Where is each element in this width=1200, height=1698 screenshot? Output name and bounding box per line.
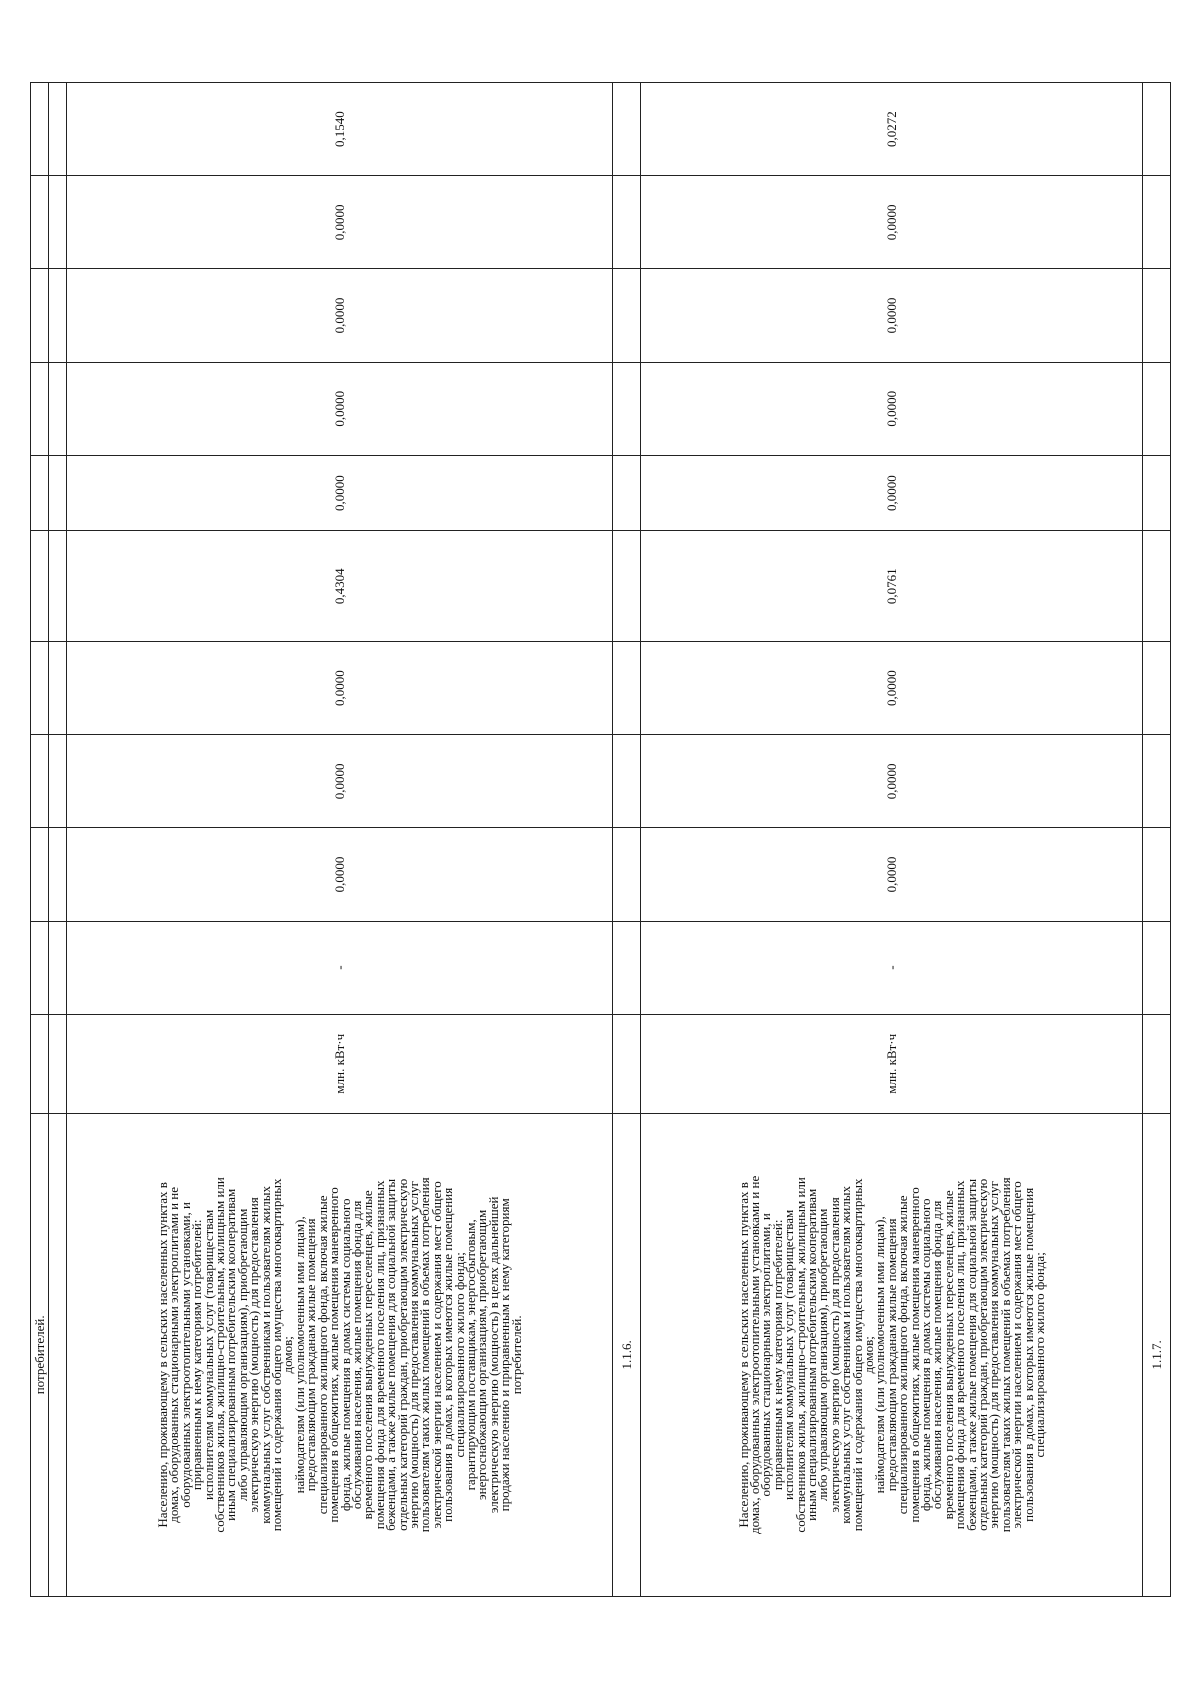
empty-cell bbox=[613, 1014, 641, 1113]
value-text: 0,0000 bbox=[883, 204, 899, 241]
empty-cell bbox=[49, 828, 67, 921]
value-cell bbox=[67, 735, 613, 828]
value-cell bbox=[641, 176, 1143, 269]
dash-value: - bbox=[883, 965, 899, 970]
empty-cell bbox=[49, 921, 67, 1014]
value-cell bbox=[641, 269, 1143, 362]
description-line: иным специализированным потребительским кооперативам bbox=[803, 1188, 819, 1521]
description-line: обслуживания населения, жилые помещения фонда для bbox=[348, 1200, 364, 1510]
empty-cell bbox=[49, 531, 67, 642]
description-line: электрическую энергию (мощность) в целях дальнейшей bbox=[485, 1196, 501, 1514]
value-cell bbox=[641, 83, 1143, 176]
unit-cell bbox=[67, 1014, 613, 1113]
description-line: помещения в общежитиях, жилые помещения маневренного bbox=[326, 1187, 342, 1523]
description-line: исполнителям коммунальных услуг (товариществам bbox=[781, 1209, 797, 1500]
description-line: специализированного жилого фонда; bbox=[1032, 1252, 1048, 1458]
description-line: предоставляющим гражданам жилые помещения bbox=[883, 1218, 899, 1492]
empty-cell bbox=[49, 1113, 67, 1596]
description-line: временного поселения вынужденных переселенцев, жилые bbox=[360, 1190, 376, 1520]
empty-cell bbox=[613, 83, 641, 176]
description-line: домов; bbox=[280, 1336, 296, 1374]
value-cell bbox=[67, 269, 613, 362]
value-cell bbox=[67, 362, 613, 455]
description-line: помещений и содержания общего имущества многоквартирных bbox=[849, 1178, 865, 1532]
description-line: домах, оборудованных электроотопительными установками и не bbox=[746, 1175, 762, 1534]
value-cell bbox=[641, 455, 1143, 531]
empty-cell bbox=[1143, 828, 1171, 921]
description-line: гарантирующим поставщикам, энергосбытовым, bbox=[462, 1219, 478, 1491]
empty-cell bbox=[613, 642, 641, 735]
continuation-text: потребителей. bbox=[31, 1315, 47, 1395]
value-text: 0,0761 bbox=[883, 568, 899, 605]
dash-cell bbox=[67, 921, 613, 1014]
description-line: оборудованных электроотопительными установками, и bbox=[177, 1201, 193, 1508]
description-line: помещения фонда для временного поселения лиц, признанных bbox=[952, 1180, 968, 1530]
empty-cell bbox=[1143, 269, 1171, 362]
unit-label: млн. кВт·ч bbox=[332, 1033, 347, 1094]
description-line: приравненным к нему категориям потребителей: bbox=[769, 1219, 785, 1491]
description-cell bbox=[67, 1113, 613, 1596]
empty-cell bbox=[1143, 455, 1171, 531]
description-line: электрическую энергию (мощность) для предоставления bbox=[246, 1197, 262, 1513]
empty-cell bbox=[31, 455, 49, 531]
description-line: специализированного жилого фонда; bbox=[451, 1252, 467, 1458]
description-line: пользования в домах, в которых имеются жилые помещения bbox=[1020, 1187, 1036, 1522]
description-line: фонда, жилые помещения в домах системы социального bbox=[337, 1198, 353, 1512]
empty-cell bbox=[49, 362, 67, 455]
description-line: предоставляющим гражданам жилые помещения bbox=[303, 1218, 319, 1492]
empty-cell bbox=[49, 642, 67, 735]
empty-cell bbox=[49, 269, 67, 362]
description-line: электрической энергии населением и содержания мест общего bbox=[1009, 1181, 1025, 1529]
value-text: 0,1540 bbox=[331, 111, 347, 148]
description-line: наймодателям (или уполномоченным ими лицам), bbox=[872, 1216, 888, 1494]
rotated-table-wrapper bbox=[30, 82, 1170, 1597]
empty-cell bbox=[1143, 362, 1171, 455]
description-line: временного поселения вынужденных переселенцев, жилые bbox=[940, 1190, 956, 1520]
table-row bbox=[67, 83, 613, 1597]
empty-cell bbox=[31, 1014, 49, 1113]
description-line: энергию (мощность) для предоставления коммунальных услуг bbox=[986, 1181, 1002, 1529]
description-line: пользователям таких жилых помещений в объемах потребления bbox=[417, 1177, 433, 1533]
description-line: беженцами, а также жилые помещения для социальной защиты bbox=[383, 1178, 399, 1531]
value-cell bbox=[67, 531, 613, 642]
row-index: 1.1.6. bbox=[618, 1340, 634, 1370]
description-line: домов; bbox=[860, 1336, 876, 1374]
empty-cell bbox=[1143, 735, 1171, 828]
description-line: беженцами, а также жилые помещения для социальной защиты bbox=[963, 1178, 979, 1531]
empty-cell bbox=[1143, 531, 1171, 642]
description-line: электрической энергии населением и содержания мест общего bbox=[428, 1181, 444, 1529]
description-line: специализированного жилищного фонда, включая жилые bbox=[895, 1195, 911, 1515]
value-text: 0,0000 bbox=[331, 297, 347, 334]
index-cell bbox=[613, 1113, 641, 1596]
row-index: 1.1.7. bbox=[1148, 1340, 1164, 1370]
value-cell bbox=[641, 531, 1143, 642]
empty-cell bbox=[49, 1014, 67, 1113]
description-line: Населению, проживающему в сельских населенных пунктах в bbox=[735, 1182, 751, 1528]
value-cell bbox=[641, 828, 1143, 921]
unit-label: млн. кВт·ч bbox=[884, 1033, 899, 1094]
unit-cell bbox=[641, 1014, 1143, 1113]
empty-cell bbox=[31, 269, 49, 362]
description-line: оборудованных стационарными электроплитами, и bbox=[758, 1213, 774, 1497]
empty-cell bbox=[31, 83, 49, 176]
value-text: 0,0000 bbox=[883, 856, 899, 893]
tariff-table bbox=[30, 82, 1171, 1597]
description-line: исполнителям коммунальных услуг (товариществам bbox=[200, 1209, 216, 1500]
empty-cell bbox=[1143, 1014, 1171, 1113]
description-line: собственников жилья, жилищно-строительным, жилищным или bbox=[212, 1177, 228, 1533]
dash-value: - bbox=[331, 965, 347, 970]
description-line: помещения фонда для временного поселения лиц, признанных bbox=[371, 1180, 387, 1530]
description-line: коммунальных услуг собственникам и пользователям жилых bbox=[838, 1185, 854, 1524]
value-cell bbox=[67, 455, 613, 531]
table-row-index bbox=[1143, 83, 1171, 1597]
empty-cell bbox=[613, 531, 641, 642]
value-text: 0,0000 bbox=[883, 670, 899, 707]
empty-cell bbox=[1143, 176, 1171, 269]
empty-cell bbox=[1143, 642, 1171, 735]
description-line: наймодателям (или уполномоченным ими лицам), bbox=[291, 1216, 307, 1494]
description-line: специализированного жилищного фонда, включая жилые bbox=[314, 1195, 330, 1515]
value-text: 0,0000 bbox=[883, 297, 899, 334]
empty-cell bbox=[613, 176, 641, 269]
empty-cell bbox=[613, 828, 641, 921]
table-row-spacer bbox=[49, 83, 67, 1597]
description-text bbox=[735, 1114, 1048, 1596]
value-cell bbox=[641, 362, 1143, 455]
description-line: потребителей. bbox=[508, 1315, 524, 1395]
description-cell bbox=[641, 1113, 1143, 1596]
value-text: 0,0000 bbox=[883, 475, 899, 511]
empty-cell bbox=[31, 531, 49, 642]
description-line: помещения в общежитиях, жилые помещения маневренного bbox=[906, 1187, 922, 1523]
value-text: 0,0000 bbox=[883, 390, 899, 427]
description-line: собственников жилья, жилищно-строительным, жилищным или bbox=[792, 1177, 808, 1533]
description-line: отдельных категорий граждан, приобретающим электрическую bbox=[975, 1178, 991, 1531]
empty-cell bbox=[49, 176, 67, 269]
value-cell bbox=[67, 176, 613, 269]
value-cell bbox=[67, 83, 613, 176]
table-row-index bbox=[613, 83, 641, 1597]
description-line: помещений и содержания общего имущества многоквартирных bbox=[269, 1178, 285, 1532]
description-line: либо управляющим организациям), приобретающим bbox=[815, 1208, 831, 1501]
empty-cell bbox=[49, 455, 67, 531]
description-line: иным специализированным потребительским кооперативам bbox=[223, 1188, 239, 1521]
description-line: либо управляющим организациям), приобретающим bbox=[234, 1208, 250, 1501]
empty-cell bbox=[613, 735, 641, 828]
empty-cell bbox=[613, 455, 641, 531]
dash-cell bbox=[641, 921, 1143, 1014]
empty-cell bbox=[31, 828, 49, 921]
description-line: продажи населению и приравненным к нему категориям bbox=[497, 1198, 513, 1512]
empty-cell bbox=[49, 83, 67, 176]
description-line: отдельных категорий граждан, приобретающим электрическую bbox=[394, 1178, 410, 1531]
description-line: коммунальных услуг собственникам и пользователям жилых bbox=[257, 1185, 273, 1524]
empty-cell bbox=[613, 269, 641, 362]
empty-cell bbox=[31, 642, 49, 735]
description-line: фонда, жилые помещения в домах системы социального bbox=[918, 1198, 934, 1512]
table-row-continuation bbox=[31, 83, 49, 1597]
empty-cell bbox=[613, 921, 641, 1014]
empty-cell bbox=[31, 921, 49, 1014]
value-text: 0,0000 bbox=[883, 763, 899, 800]
description-line: электрическую энергию (мощность) для предоставления bbox=[826, 1197, 842, 1513]
continuation-text-cell bbox=[31, 1113, 49, 1596]
description-line: домах, оборудованных стационарными электроплитами и не bbox=[166, 1186, 182, 1523]
value-text: 0,0000 bbox=[331, 856, 347, 893]
description-line: обслуживания населения, жилые помещения фонда для bbox=[929, 1200, 945, 1510]
value-cell bbox=[67, 642, 613, 735]
description-line: приравненным к нему категориям потребителей: bbox=[189, 1219, 205, 1491]
value-text: 0,0000 bbox=[331, 763, 347, 800]
description-line: пользования в домах, в которых имеются жилые помещения bbox=[440, 1187, 456, 1522]
value-text: 0,0000 bbox=[331, 390, 347, 427]
empty-cell bbox=[613, 362, 641, 455]
value-text: 0,0000 bbox=[331, 204, 347, 241]
value-cell bbox=[641, 642, 1143, 735]
index-cell bbox=[1143, 1113, 1171, 1596]
value-cell bbox=[641, 735, 1143, 828]
empty-cell bbox=[31, 735, 49, 828]
value-text: 0,0000 bbox=[331, 670, 347, 707]
description-line: энергоснабжающим организациям, приобретающим bbox=[474, 1209, 490, 1500]
table-row bbox=[641, 83, 1143, 1597]
value-text: 0,0000 bbox=[331, 475, 347, 511]
value-cell bbox=[67, 828, 613, 921]
value-text: 0,4304 bbox=[331, 568, 347, 605]
empty-cell bbox=[1143, 921, 1171, 1014]
description-line: энергию (мощность) для предоставления коммунальных услуг bbox=[405, 1181, 421, 1529]
empty-cell bbox=[31, 362, 49, 455]
description-line: Населению, проживающему в сельских населенных пунктах в bbox=[155, 1182, 170, 1528]
empty-cell bbox=[31, 176, 49, 269]
description-text bbox=[157, 1114, 522, 1596]
value-text: 0,0272 bbox=[883, 111, 899, 148]
description-line: пользователям таких жилых помещений в объемах потребления bbox=[997, 1177, 1013, 1533]
empty-cell bbox=[1143, 83, 1171, 176]
empty-cell bbox=[49, 735, 67, 828]
